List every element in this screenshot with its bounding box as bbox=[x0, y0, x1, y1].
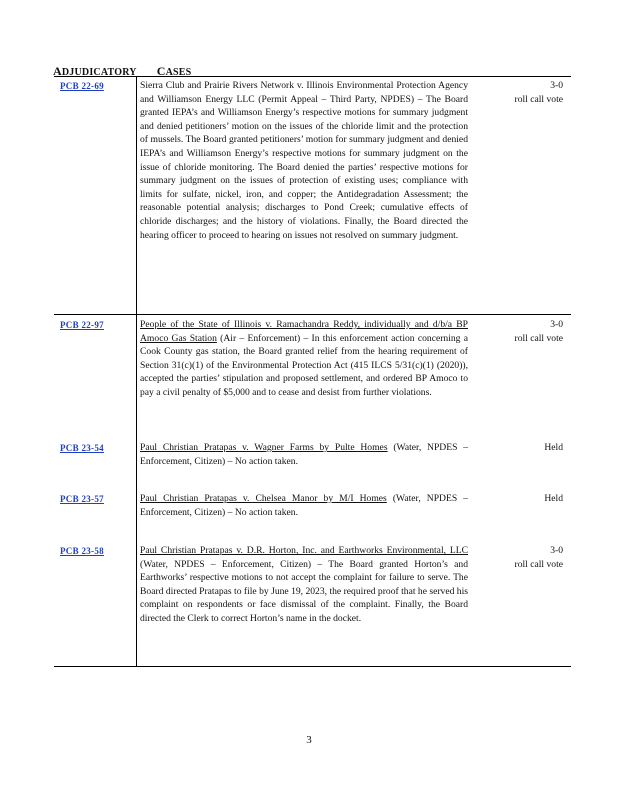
vote-count: 3-0 bbox=[550, 545, 563, 556]
heading-initial: A bbox=[53, 64, 62, 78]
vote-status: Held bbox=[544, 493, 563, 504]
case-number-link[interactable]: PCB 23-58 bbox=[60, 546, 104, 556]
case-number-link[interactable]: PCB 22-97 bbox=[60, 320, 104, 330]
case-description bbox=[140, 544, 468, 626]
page-number: 3 bbox=[306, 734, 312, 746]
vote-type: roll call vote bbox=[514, 558, 563, 570]
table-row bbox=[54, 489, 571, 541]
case-number-link[interactable]: PCB 23-54 bbox=[60, 443, 104, 453]
vote-result bbox=[473, 544, 563, 571]
case-description-text: Sierra Club and Prairie Rivers Network v. Illinois Environmental Protection Agency and Williamson Energy LLC (Permit Appeal – Third Party, NPDES) – The Board granted IEPA’s and Williamson Energy’s respective motions for summary judgment and denied petitioners’ motion on the issues of the chloride limit and the protection of mussels. The Board granted petitioners’ motion for summary judgment and denied IEPA’s and Williamson Energy’s respective motions for summary judgment on the issue of chloride monitoring. The Board denied the parties’ respective motions for summary judgment on the issues of protection of existing uses; compliance with limits for sulfate, nickel, iron, and copper; the Antidegradation Assessment; the reasonable potential analysis; discharges to Pond Creek; cumulative effects of chloride discharges; and the history of violations. Finally, the Board directed the hearing officer to proceed to hearing on issues not resolved on summary judgment. bbox=[140, 80, 468, 241]
table-row bbox=[54, 76, 571, 314]
case-caption: People of the State of Illinois v. Ramachandra Reddy, individually and d/b/a BP Amoco Gas Station bbox=[140, 319, 468, 344]
case-description bbox=[140, 492, 468, 519]
case-description bbox=[140, 79, 468, 242]
case-caption: Paul Christian Pratapas v. Wagner Farms by Pulte Homes bbox=[140, 442, 388, 453]
table-bottom-rule bbox=[54, 666, 571, 667]
heading-word: DJUDICATORY bbox=[61, 67, 137, 78]
vote-type: roll call vote bbox=[514, 332, 563, 344]
case-description bbox=[140, 441, 468, 468]
case-description-text: (Water, NPDES – Enforcement, Citizen) – No action taken. bbox=[140, 493, 468, 518]
case-caption: Paul Christian Pratapas v. Chelsea Manor by M/I Homes bbox=[140, 493, 387, 504]
table-row bbox=[54, 315, 571, 441]
heading-word: ASES bbox=[165, 67, 192, 78]
vote-result bbox=[473, 492, 563, 506]
vote-type: roll call vote bbox=[514, 93, 563, 105]
vote-result bbox=[473, 441, 563, 455]
case-number-link[interactable]: PCB 23-57 bbox=[60, 494, 104, 504]
vote-result bbox=[473, 79, 563, 106]
case-caption: Paul Christian Pratapas v. D.R. Horton, Inc. and Earthworks Environmental, LLC bbox=[140, 545, 468, 556]
case-description-text: (Air – Enforcement) – In this enforcement action concerning a Cook County gas station, the Board granted relief from the hearing requirement of Section 31(c)(1) of the Environmental Protection Act (415 ILCS 5/31(c)(1) (2020)), accepted the parties’ stipulation and proposed settlement, and ordered BP Amoco to pay a civil penalty of $5,000 and to cease and desist from further violations. bbox=[140, 332, 468, 398]
heading-initial: C bbox=[156, 64, 166, 78]
vote-status: Held bbox=[544, 442, 563, 453]
case-number-link[interactable]: PCB 22-69 bbox=[60, 81, 104, 91]
vote-count: 3-0 bbox=[550, 80, 563, 91]
vote-count: 3-0 bbox=[550, 319, 563, 330]
vote-result bbox=[473, 318, 563, 345]
table-row bbox=[54, 541, 571, 666]
case-description bbox=[140, 318, 468, 400]
cases-table bbox=[54, 76, 571, 668]
table-row bbox=[54, 438, 571, 488]
case-description-text: (Water, NPDES – Enforcement, Citizen) – No action taken. bbox=[140, 442, 468, 467]
case-description-text: (Water, NPDES – Enforcement, Citizen) – The Board granted Horton’s and Earthworks’ respective motions to not accept the complaint for failure to serve. The Board directed Pratapas to file by June 19, 2023, the required proof that he served his complaint on respondents or face dismissal of the complaint. Finally, the Board directed the Clerk to correct Horton’s name in the docket. bbox=[140, 558, 468, 624]
